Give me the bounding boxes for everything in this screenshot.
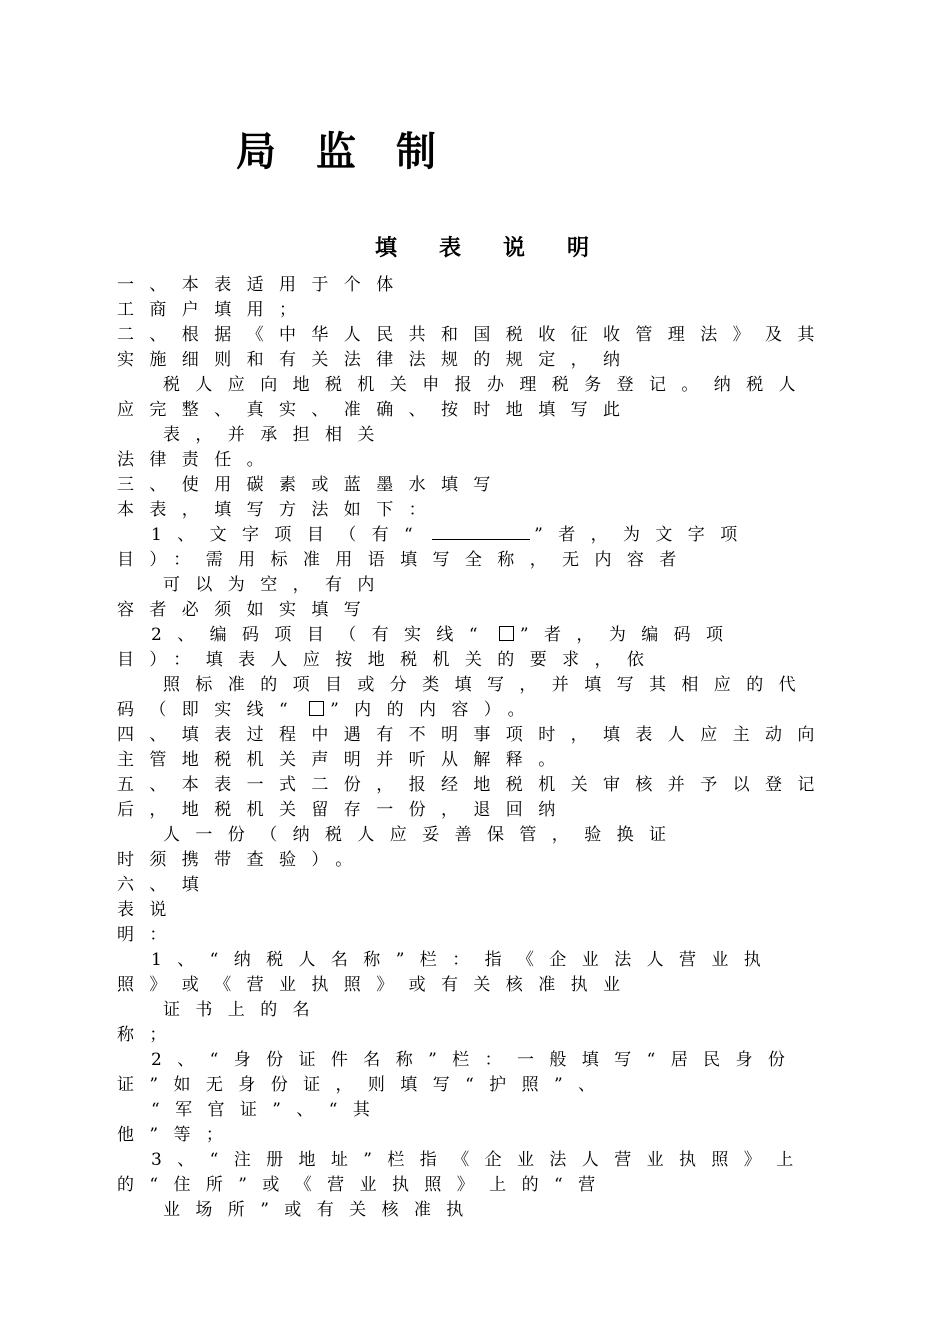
line-text: 五、本表一式二份，报经地税机关审核并予以登记 bbox=[117, 775, 830, 795]
line-text: 证”如无身份证，则填写“护照”、 bbox=[117, 1075, 611, 1095]
line-text: 目）：需用标准用语填写全称，无内容者 bbox=[117, 550, 692, 570]
line-text: 六、填 bbox=[117, 875, 215, 895]
line-text: 后，地税机关留存一份，退回纳 bbox=[117, 800, 571, 820]
instruction-line bbox=[117, 573, 857, 598]
instruction-line bbox=[117, 848, 857, 873]
line-text: 表说 bbox=[117, 900, 182, 920]
line-text: 四、填表过程中遇有不明事项时，填表人应主动向 bbox=[117, 725, 830, 745]
line-text: 税人应向地税机关申报办理税务登记。纳税人 bbox=[163, 375, 811, 395]
instruction-line bbox=[117, 823, 857, 848]
instruction-line bbox=[117, 773, 857, 798]
line-text-before: 2、编码项目（有实线“ bbox=[151, 625, 493, 645]
instruction-line bbox=[117, 973, 857, 998]
instruction-line bbox=[117, 1148, 857, 1173]
instruction-line bbox=[117, 1123, 857, 1148]
line-text: 目）：填表人应按地税机关的要求，依 bbox=[117, 650, 660, 670]
line-text: 3、“注册地址”栏指《企业法人营业执照》上 bbox=[151, 1150, 809, 1170]
instruction-line bbox=[117, 1073, 857, 1098]
line-text-after: ”内的内容）。 bbox=[330, 700, 541, 720]
line-text: 应完整、真实、准确、按时地填写此 bbox=[117, 400, 636, 420]
instruction-line bbox=[117, 623, 857, 648]
instruction-line bbox=[117, 1198, 857, 1223]
instruction-line bbox=[117, 348, 857, 373]
instruction-line bbox=[117, 798, 857, 823]
instruction-line bbox=[117, 273, 857, 298]
instruction-line bbox=[117, 673, 857, 698]
instructions-body bbox=[117, 273, 857, 1223]
line-text: 表，并承担相关 bbox=[163, 425, 390, 445]
instruction-line bbox=[117, 1048, 857, 1073]
line-text: 他”等； bbox=[117, 1125, 239, 1145]
instruction-line bbox=[117, 873, 857, 898]
instruction-line bbox=[117, 498, 857, 523]
instruction-line bbox=[117, 998, 857, 1023]
line-text: 时须携带查验）。 bbox=[117, 850, 368, 870]
instruction-line bbox=[117, 898, 857, 923]
instruction-line bbox=[117, 598, 857, 623]
instruction-line bbox=[117, 648, 857, 673]
line-text: 照》或《营业执照》或有关核准执业 bbox=[117, 975, 636, 995]
instruction-line bbox=[117, 323, 857, 348]
line-text-after: ”者，为文字项 bbox=[534, 525, 753, 545]
line-text: 照标准的项目或分类填写，并填写其相应的代 bbox=[163, 675, 811, 695]
line-text: 容者必须如实填写 bbox=[117, 600, 377, 620]
instruction-line bbox=[117, 398, 857, 423]
instruction-line bbox=[117, 298, 857, 323]
line-text: 人一份（纳税人应妥善保管，验换证 bbox=[163, 825, 682, 845]
instruction-line bbox=[117, 1098, 857, 1123]
line-text-before: 码（即实线“ bbox=[117, 700, 304, 720]
line-text: 二、根据《中华人民共和国税收征收管理法》及其 bbox=[117, 325, 830, 345]
line-text: 工商户填用； bbox=[117, 300, 312, 320]
line-text: 三、使用碳素或蓝墨水填写 bbox=[117, 475, 506, 495]
line-text: 一、本表适用于个体 bbox=[117, 275, 409, 295]
line-text: 法律责任。 bbox=[117, 450, 279, 470]
line-text: 2、“身份证件名称”栏：一般填写“居民身份 bbox=[151, 1050, 801, 1070]
instruction-line bbox=[117, 1023, 857, 1048]
header-title: 局监制 bbox=[236, 129, 476, 175]
solid-box-mark bbox=[309, 701, 324, 716]
line-text: 称； bbox=[117, 1025, 182, 1045]
line-text: 实施细则和有关法律法规的规定，纳 bbox=[117, 350, 636, 370]
line-text: 明： bbox=[117, 925, 182, 945]
instruction-line bbox=[117, 523, 857, 548]
underline-blank-mark bbox=[432, 525, 530, 540]
instruction-line bbox=[117, 698, 857, 723]
instruction-line bbox=[117, 923, 857, 948]
instruction-line bbox=[117, 548, 857, 573]
line-text: 证书上的名 bbox=[163, 1000, 325, 1020]
line-text: 本表，填写方法如下： bbox=[117, 500, 441, 520]
instruction-line bbox=[117, 1173, 857, 1198]
line-text: “军官证”、“其 bbox=[151, 1100, 386, 1120]
instruction-line bbox=[117, 448, 857, 473]
line-text: 可以为空，有内 bbox=[163, 575, 390, 595]
solid-box-mark bbox=[499, 626, 514, 641]
line-text: 1、“纳税人名称”栏：指《企业法人营业执 bbox=[151, 950, 777, 970]
instruction-line bbox=[117, 473, 857, 498]
instruction-line bbox=[117, 748, 857, 773]
line-text: 业场所”或有关核准执 bbox=[163, 1200, 479, 1220]
line-text: 的“住所”或《营业执照》上的“营 bbox=[117, 1175, 611, 1195]
line-text: 主管地税机关声明并听从解释。 bbox=[117, 750, 571, 770]
instruction-line bbox=[117, 948, 857, 973]
section-title: 填表说明 bbox=[375, 235, 632, 261]
instruction-line bbox=[117, 423, 857, 448]
instruction-line bbox=[117, 723, 857, 748]
line-text-after: ”者，为编码项 bbox=[519, 625, 739, 645]
instruction-line bbox=[117, 373, 857, 398]
line-text-before: 1、文字项目（有“ bbox=[151, 525, 429, 545]
